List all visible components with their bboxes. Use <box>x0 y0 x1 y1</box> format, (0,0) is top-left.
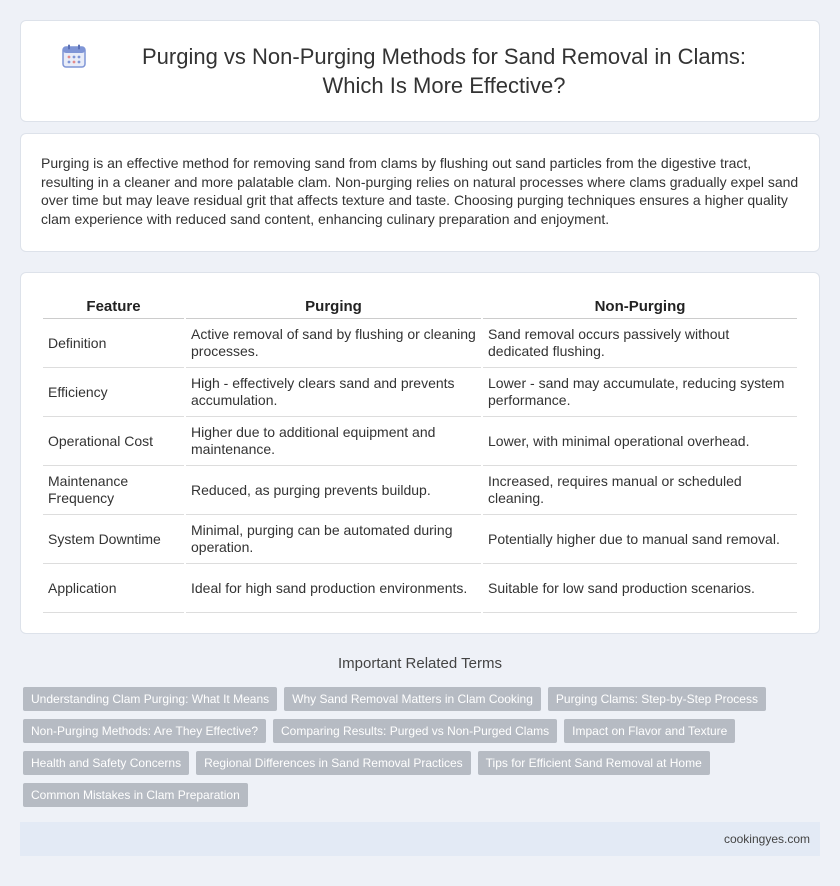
comparison-table <box>41 293 799 613</box>
related-term-tag[interactable]: Comparing Results: Purged vs Non-Purged Clams <box>273 719 557 743</box>
tag-row <box>23 687 823 711</box>
related-terms-list <box>23 687 823 815</box>
table-cell-feature: System Downtime <box>43 515 184 564</box>
related-term-tag[interactable]: Why Sand Removal Matters in Clam Cooking <box>284 687 541 711</box>
table-cell-purging: Reduced, as purging prevents buildup. <box>186 466 481 515</box>
related-terms-heading: Important Related Terms <box>338 655 502 672</box>
table-cell-feature: Operational Cost <box>43 417 184 466</box>
related-term-tag[interactable]: Health and Safety Concerns <box>23 751 189 775</box>
table-cell-purging: Higher due to additional equipment and maintenance. <box>186 417 481 466</box>
table-row <box>43 515 797 564</box>
table-cell-feature: Definition <box>43 319 184 368</box>
table-cell-non-purging: Lower, with minimal operational overhead. <box>483 417 797 466</box>
intro-text: Purging is an effective method for removing sand from clams by flushing out sand particles from the digestive tract, resulting in a cleaner and more palatable clam. Non-purging relies on natural processes where clams gradually expel sand over time but may leave residual grit that affects texture and taste. Choosing purging techniques ensures a higher quality clam experience with reduced sand content, enhancing culinary preparation and enjoyment. <box>41 155 799 227</box>
tag-row <box>23 783 823 807</box>
table-cell-feature: Application <box>43 564 184 613</box>
header-feature: Feature <box>43 293 184 319</box>
title-card <box>20 20 820 122</box>
related-term-tag[interactable]: Regional Differences in Sand Removal Practices <box>196 751 471 775</box>
footer-site-link[interactable]: cookingyes.com <box>723 832 810 846</box>
calendar-icon <box>61 43 87 69</box>
related-term-tag[interactable]: Impact on Flavor and Texture <box>564 719 735 743</box>
tag-row <box>23 719 823 743</box>
intro-card <box>20 133 820 252</box>
table-cell-feature: Maintenance Frequency <box>43 466 184 515</box>
table-cell-non-purging: Suitable for low sand production scenarios. <box>483 564 797 613</box>
table-cell-non-purging: Increased, requires manual or scheduled cleaning. <box>483 466 797 515</box>
table-row <box>43 417 797 466</box>
related-term-tag[interactable]: Purging Clams: Step-by-Step Process <box>548 687 766 711</box>
table-cell-feature: Efficiency <box>43 368 184 417</box>
table-cell-purging: Minimal, purging can be automated during operation. <box>186 515 481 564</box>
header-purging: Purging <box>186 293 481 319</box>
page-title: Purging vs Non-Purging Methods for Sand Removal in Clams: Which Is More Effective? <box>141 44 747 98</box>
related-term-tag[interactable]: Non-Purging Methods: Are They Effective? <box>23 719 266 743</box>
table-cell-purging: High - effectively clears sand and prevents accumulation. <box>186 368 481 417</box>
footer <box>20 822 820 856</box>
comparison-table-card <box>20 272 820 634</box>
related-term-tag[interactable]: Understanding Clam Purging: What It Means <box>23 687 277 711</box>
table-cell-non-purging: Lower - sand may accumulate, reducing system performance. <box>483 368 797 417</box>
table-header-row <box>43 293 797 319</box>
tag-row <box>23 751 823 775</box>
header-non-purging: Non-Purging <box>483 293 797 319</box>
related-term-tag[interactable]: Common Mistakes in Clam Preparation <box>23 783 248 807</box>
table-row <box>43 564 797 613</box>
related-term-tag[interactable]: Tips for Efficient Sand Removal at Home <box>478 751 710 775</box>
table-row <box>43 368 797 417</box>
table-cell-non-purging: Sand removal occurs passively without dedicated flushing. <box>483 319 797 368</box>
table-cell-purging: Active removal of sand by flushing or cleaning processes. <box>186 319 481 368</box>
table-row <box>43 466 797 515</box>
table-cell-non-purging: Potentially higher due to manual sand removal. <box>483 515 797 564</box>
table-row <box>43 319 797 368</box>
table-cell-purging: Ideal for high sand production environments. <box>186 564 481 613</box>
title-wrap <box>21 21 819 121</box>
